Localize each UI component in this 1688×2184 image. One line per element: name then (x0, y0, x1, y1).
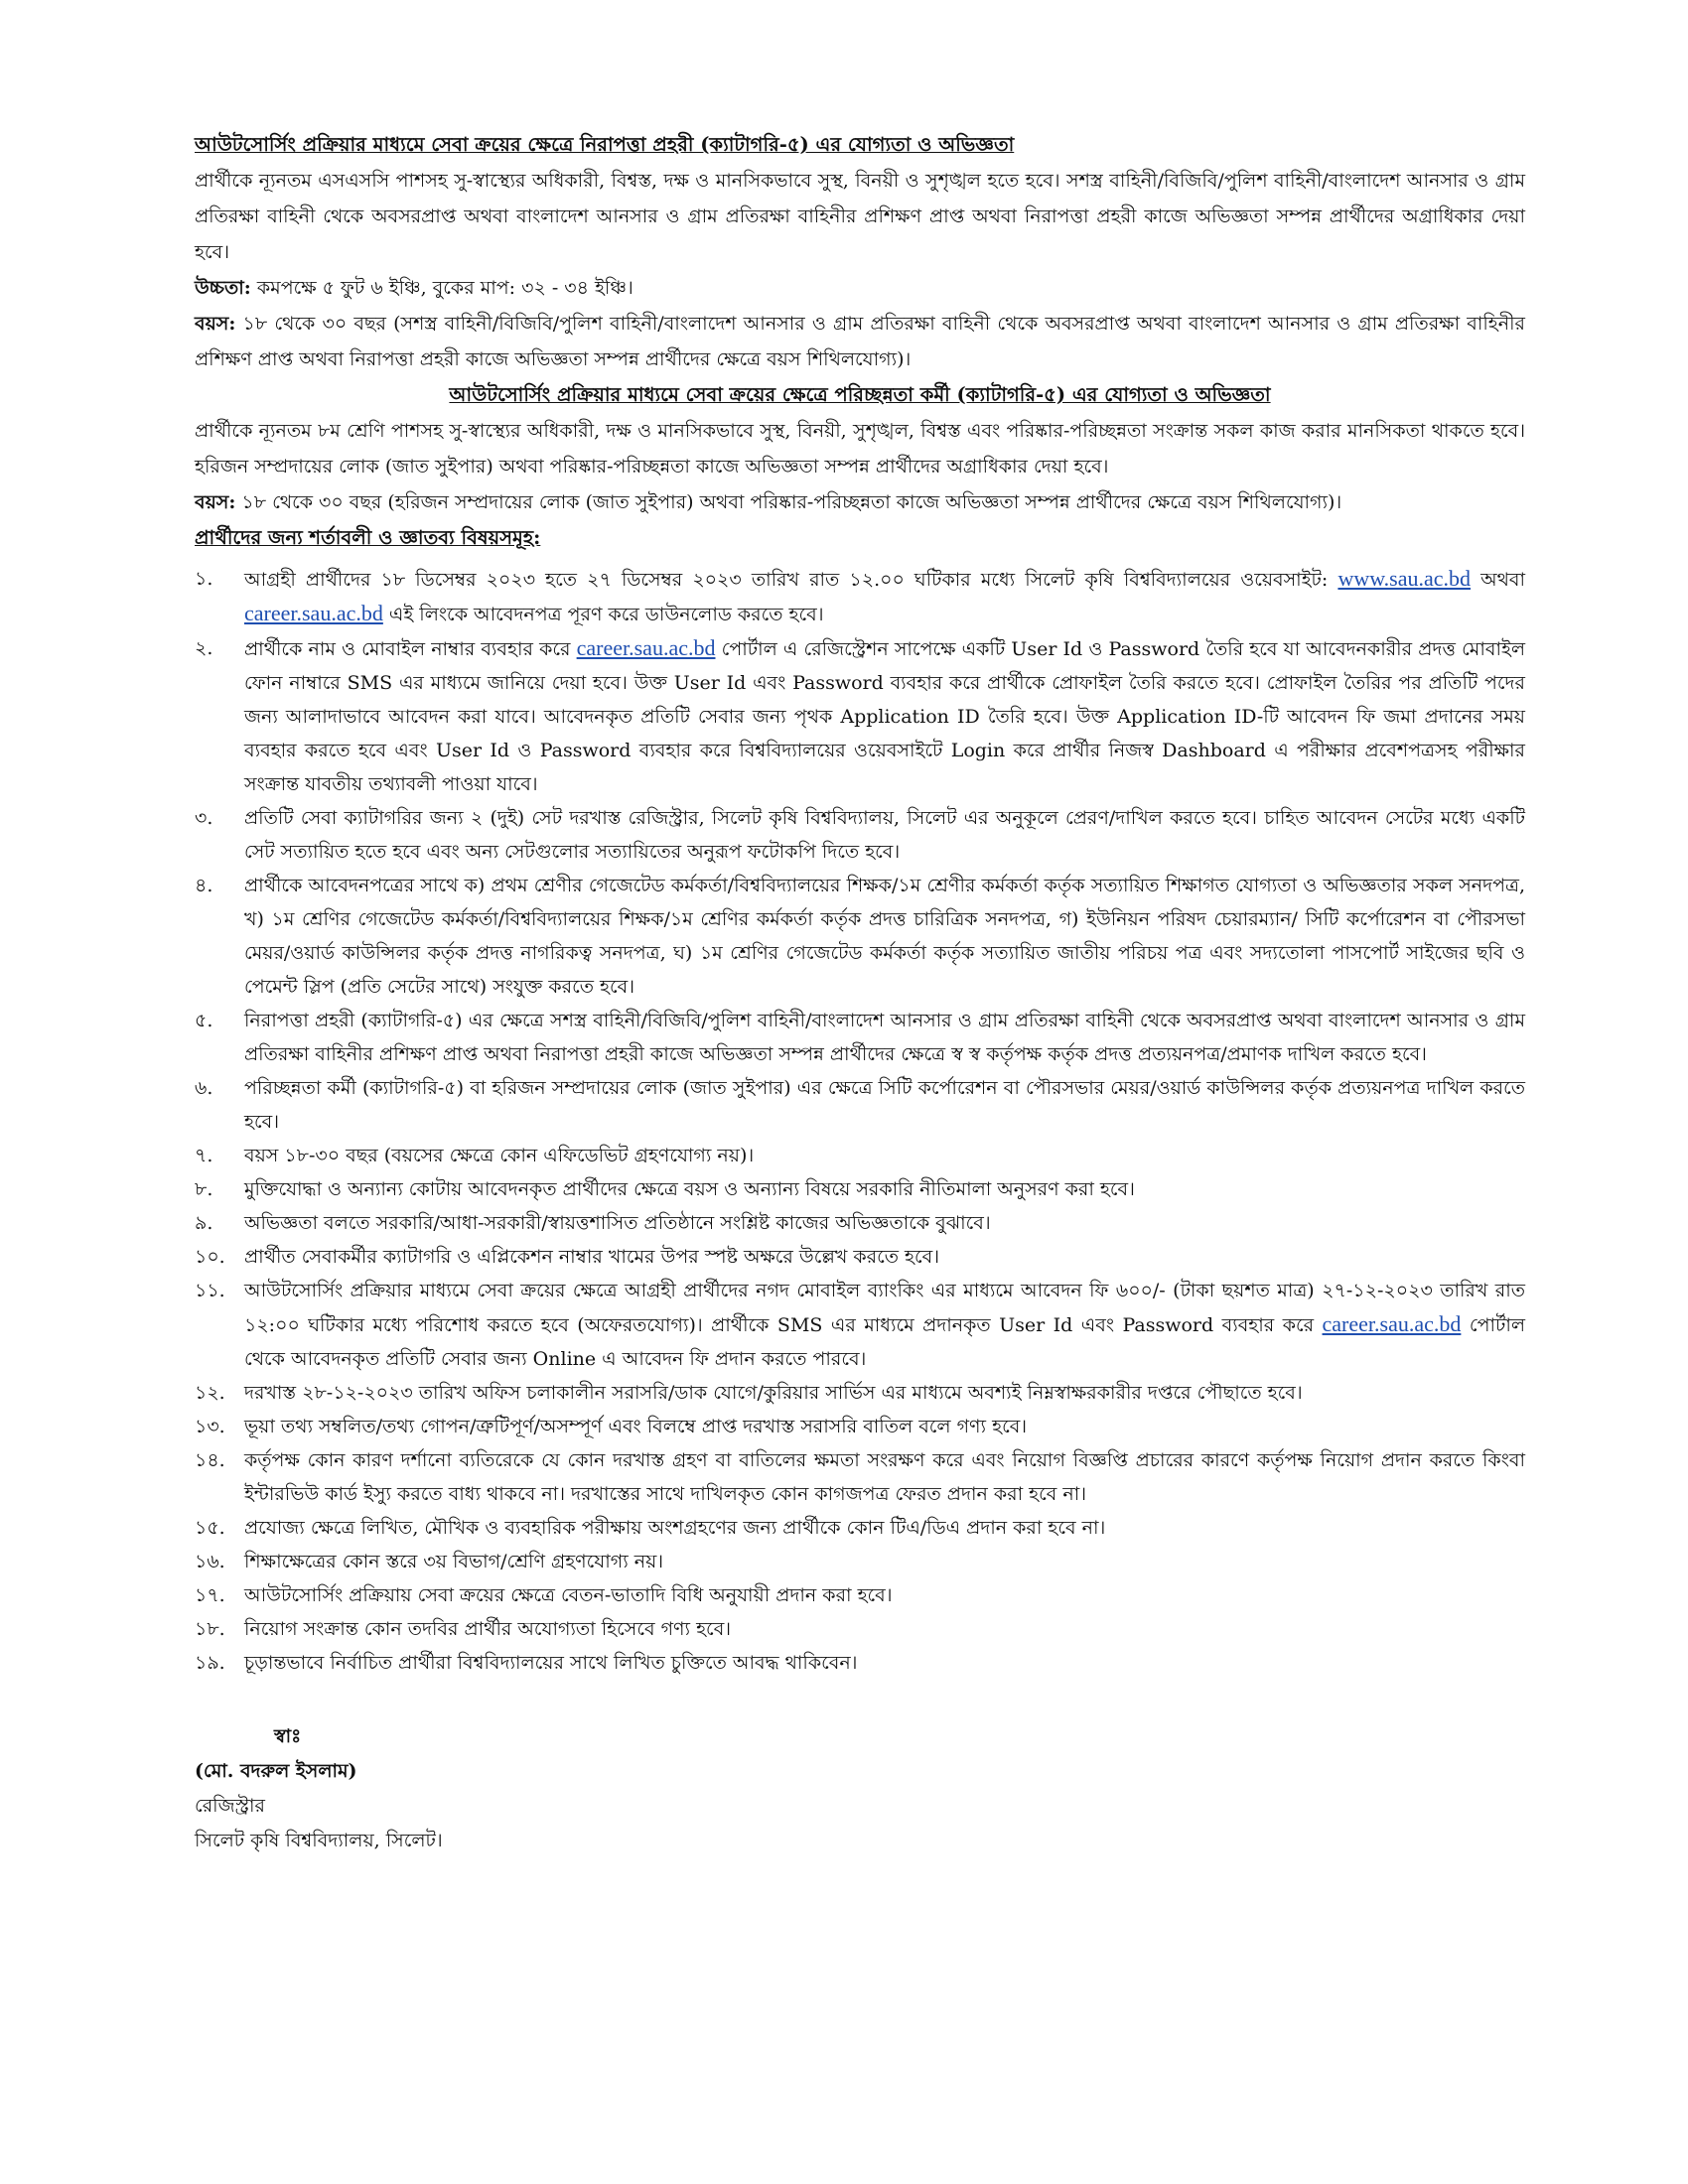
list-item (195, 1511, 1525, 1545)
security-guard-heading: আউটসোর্সিং প্রক্রিয়ার মাধ্যমে সেবা ক্রয়ের ক্ষেত্রে নিরাপত্তা প্রহরী (ক্যাটাগরি-৫) এর যোগ্যতা ও অভিজ্ঞতা (195, 133, 1015, 156)
item-text: পরিচ্ছন্নতা কর্মী (ক্যাটাগরি-৫) বা হরিজন সম্প্রদায়ের লোক (জাত সুইপার) এর ক্ষেত্রে সিটি কর্পোরেশন বা পৌরসভার মেয়র/ওয়ার্ড কাউন্সিলর কর্তৃক প্রত্যয়নপত্র দাখিল করতে হবে। (244, 1077, 1525, 1133)
item-number: ১৮. (195, 1618, 225, 1640)
signatory-designation: রেজিস্ট্রার (195, 1795, 265, 1817)
item-number: ১৯. (195, 1652, 225, 1674)
website-link[interactable]: www.sau.ac.bd (1337, 566, 1472, 591)
item-text: আউটসোর্সিং প্রক্রিয়ার মাধ্যমে সেবা ক্রয়ের ক্ষেত্রে আগ্রহী প্রার্থীদের নগদ মোবাইল ব্যাংকিং এর মাধ্যমে আবেদন ফি ৬০০/- (টাকা ছয়শত মাত্র) ২৭-১২-২০২৩ তারিখ রাত ১২:০০ ঘটিকার মধ্যে পরিশোধ করতে হবে (অফেরতযোগ্য)। প্রার্থীকে SMS এর মাধ্যমে প্রদানকৃত User Id এবং Password ব্যবহার করে (244, 1280, 1525, 1336)
age-label: বয়স: (195, 313, 236, 335)
item-text: শিক্ষাক্ষেত্রের কোন স্তরে ৩য় বিভাগ/শ্রেণি গ্রহণযোগ্য নয়। (244, 1551, 664, 1572)
career-portal-link[interactable]: career.sau.ac.bd (576, 635, 716, 660)
list-item (195, 1443, 1525, 1511)
item-text: নিয়োগ সংক্রান্ত কোন তদবির প্রার্থীর অযোগ্যতা হিসেবে গণ্য হবে। (244, 1618, 732, 1640)
item-number: ৪. (195, 875, 213, 896)
item-number: ২. (195, 637, 213, 659)
item-text: প্রযোজ্য ক্ষেত্রে লিখিত, মৌখিক ও ব্যবহারিক পরীক্ষায় অংশগ্রহণের জন্য প্রার্থীকে কোন টিএ/ডিএ প্রদান করা হবে না। (244, 1517, 1106, 1539)
list-item (195, 1139, 1525, 1172)
item-text: ভূয়া তথ্য সম্বলিত/তথ্য গোপন/ত্রুটিপূর্ণ/অসম্পূর্ণ এবং বিলম্বে প্রাপ্ত দরখাস্ত সরাসরি বাতিল বলে গণ্য হবে। (244, 1416, 1028, 1437)
age-label: বয়স: (195, 491, 236, 513)
item-number: ১১. (195, 1280, 225, 1301)
item-text: দরখাস্ত ২৮-১২-২০২৩ তারিখ অফিস চলাকালীন সরাসরি/ডাক যোগে/কুরিয়ার সার্ভিস এর মাধ্যমে অবশ্যই নিম্নস্বাক্ষরকারীর দপ্তরে পৌছাতে হবে। (244, 1382, 1303, 1404)
age-text: ১৮ থেকে ৩০ বছর (সশস্ত্র বাহিনী/বিজিবি/পুলিশ বাহিনী/বাংলাদেশ আনসার ও গ্রাম প্রতিরক্ষা বাহিনী থেকে অবসরপ্রাপ্ত অথবা বাংলাদেশ আনসার ও গ্রাম প্রতিরক্ষা বাহিনীর প্রশিক্ষণ প্রাপ্ত অথবা নিরাপত্তা প্রহরী কাজে অভিজ্ঞতা সম্পন্ন প্রার্থীদের ক্ষেত্রে বয়স শিথিলযোগ্য)। (195, 313, 1525, 370)
signature-mark: স্বাঃ (274, 1725, 302, 1747)
item-text: প্রার্থীত সেবাকর্মীর ক্যাটাগরি ও এপ্লিকেশন নাম্বার খামের উপর স্পষ্ট অক্ষরে উল্লেখ করতে হবে। (244, 1246, 940, 1268)
list-item (195, 801, 1525, 869)
career-portal-link[interactable]: career.sau.ac.bd (244, 601, 383, 625)
item-number: ১. (195, 568, 213, 590)
item-number: ১০. (195, 1246, 225, 1268)
list-item (195, 562, 1525, 631)
item-text: আগ্রহী প্রার্থীদের ১৮ ডিসেম্বর ২০২৩ হতে ২৭ ডিসেম্বর ২০২৩ তারিখ রাত ১২.০০ ঘটিকার মধ্যে সিলেট কৃষি বিশ্ববিদ্যালয়ের ওয়েবসাইট: (244, 569, 1329, 591)
security-guard-height (195, 270, 1525, 306)
list-item (195, 1612, 1525, 1646)
list-item (195, 1240, 1525, 1274)
item-number: ৯. (195, 1212, 213, 1234)
list-item (195, 1172, 1525, 1206)
item-text: অভিজ্ঞতা বলতে সরকারি/আধা-সরকারী/স্বায়ত্তশাসিত প্রতিষ্ঠানে সংশ্লিষ্ট কাজের অভিজ্ঞতাকে বুঝাবে। (244, 1212, 991, 1234)
item-text: এই লিংকে আবেদনপত্র পূরণ করে ডাউনলোড করতে হবে। (388, 604, 824, 625)
item-text: চূড়ান্তভাবে নির্বাচিত প্রার্থীরা বিশ্ববিদ্যালয়ের সাথে লিখিত চুক্তিতে আবদ্ধ থাকিবেন। (244, 1652, 858, 1674)
item-text: মুক্তিযোদ্ধা ও অন্যান্য কোটায় আবেদনকৃত প্রার্থীদের ক্ষেত্রে বয়স ও অন্যান্য বিষয়ে সরকারি নীতিমালা অনুসরণ করা হবে। (244, 1178, 1135, 1200)
list-item (195, 1071, 1525, 1139)
cleaner-qualification: প্রার্থীকে ন্যূনতম ৮ম শ্রেণি পাশসহ সু-স্বাস্থ্যের অধিকারী, দক্ষ ও মানসিকভাবে সুস্থ, বিনয়ী, সুশৃঙ্খল, বিশ্বস্ত এবং পরিষ্কার-পরিচ্ছন্নতা সংক্রান্ত সকল কাজ করার মানসিকতা থাকতে হবে। হরিজন সম্প্রদায়ের লোক (জাত সুইপার) অথবা পরিষ্কার-পরিচ্ছন্নতা কাজে অভিজ্ঞতা সম্পন্ন প্রার্থীদের অগ্রাধিকার দেয়া হবে। (195, 420, 1525, 478)
item-number: ৭. (195, 1145, 213, 1166)
item-number: ৩. (195, 807, 213, 829)
signature-block (195, 1719, 1525, 1858)
conditions-list (195, 562, 1525, 1680)
height-text: কমপক্ষে ৫ ফুট ৬ ইঞ্চি, বুকের মাপ: ৩২ - ৩৪ ইঞ্চি। (250, 277, 633, 299)
signatory-name: (মো. বদরুল ইসলাম) (195, 1760, 357, 1782)
item-number: ৫. (195, 1010, 213, 1031)
list-item (195, 1206, 1525, 1240)
list-item (195, 1410, 1525, 1443)
item-text: পোর্টাল থেকে আবেদনকৃত প্রতিটি সেবার জন্য Online এ আবেদন ফি প্রদান করতে পারবে। (244, 1314, 1525, 1370)
item-number: ১৭. (195, 1584, 225, 1606)
item-text: প্রতিটি সেবা ক্যাটাগরির জন্য ২ (দুই) সেট দরখাস্ত রেজিস্ট্রার, সিলেট কৃষি বিশ্ববিদ্যালয়, সিলেট এর অনুকূলে প্রেরণ/দাখিল করতে হবে। চাহিত আবেদন সেটের মধ্যে একটি সেট সত্যায়িত হতে হবে এবং অন্য সেটগুলোর সত্যায়িতের অনুরূপ ফটোকপি দিতে হবে। (244, 807, 1525, 863)
item-text: নিরাপত্তা প্রহরী (ক্যাটাগরি-৫) এর ক্ষেত্রে সশস্ত্র বাহিনী/বিজিবি/পুলিশ বাহিনী/বাংলাদেশ আনসার ও গ্রাম প্রতিরক্ষা বাহিনী থেকে অবসরপ্রাপ্ত অথবা বাংলাদেশ আনসার ও গ্রাম প্রতিরক্ষা বাহিনীর প্রশিক্ষণ প্রাপ্ত অথবা নিরাপত্তা প্রহরী কাজে অভিজ্ঞতা সম্পন্ন প্রার্থীদের ক্ষেত্রে স্ব স্ব কর্তৃপক্ষ কর্তৃক প্রদত্ত প্রত্যয়নপত্র/প্রমাণক দাখিল করতে হবে। (244, 1010, 1525, 1065)
item-number: ১২. (195, 1382, 225, 1404)
list-item (195, 1545, 1525, 1578)
item-number: ১৫. (195, 1517, 225, 1539)
item-number: ১৩. (195, 1416, 225, 1437)
item-number: ৮. (195, 1178, 213, 1200)
item-text: পোর্টাল এ রেজিস্ট্রেশন সাপেক্ষে একটি User Id ও Password তৈরি হবে যা আবেদনকারীর প্রদত্ত মোবাইল ফোন নাম্বারে SMS এর মাধ্যমে জানিয়ে দেয়া হবে। উক্ত User Id এবং Password ব্যবহার করে প্রার্থীকে প্রোফাইল তৈরি করতে হবে। প্রোফাইল তৈরির পর প্রতিটি পদের জন্য আলাদাভাবে আবেদন করা যাবে। আবেদনকৃত প্রতিটি সেবার জন্য পৃথক Application ID তৈরি হবে। উক্ত Application ID-টি আবেদন ফি জমা প্রদানের সময় ব্যবহার করতে হবে এবং User Id ও Password ব্যবহার করে বিশ্ববিদ্যালয়ের ওয়েবসাইটে Login করে প্রার্থীর নিজস্ব Dashboard এ পরীক্ষার প্রবেশপত্রসহ পরীক্ষার সংক্রান্ত যাবতীয় তথ্যাবলী পাওয়া যাবে। (244, 638, 1525, 795)
list-item (195, 1376, 1525, 1410)
list-item (195, 1646, 1525, 1680)
list-item (195, 1004, 1525, 1071)
list-item (195, 1274, 1525, 1376)
item-number: ১৬. (195, 1551, 225, 1572)
signatory-office: সিলেট কৃষি বিশ্ববিদ্যালয়, সিলেট। (195, 1830, 443, 1851)
item-text: কর্তৃপক্ষ কোন কারণ দর্শানো ব্যতিরেকে যে কোন দরখাস্ত গ্রহণ বা বাতিলের ক্ষমতা সংরক্ষণ করে এবং নিয়োগ বিজ্ঞপ্তি প্রচারের কারণে কর্তৃপক্ষ নিয়োগ প্রদান করতে কিংবা ইন্টারভিউ কার্ড ইস্যু করতে বাধ্য থাকবে না। দরখাস্তের সাথে দাখিলকৃত কোন কাগজপত্র ফেরত প্রদান করা হবে না। (244, 1449, 1525, 1505)
item-text: বয়স ১৮-৩০ বছর (বয়সের ক্ষেত্রে কোন এফিডেভিট গ্রহণযোগ্য নয়)। (244, 1145, 755, 1166)
age-text: ১৮ থেকে ৩০ বছর (হরিজন সম্প্রদায়ের লোক (জাত সুইপার) অথবা পরিষ্কার-পরিচ্ছন্নতা কাজে অভিজ্ঞতা সম্পন্ন প্রার্থীদের ক্ষেত্রে বয়স শিথিলযোগ্য)। (235, 491, 1342, 513)
security-guard-age (195, 306, 1525, 377)
list-item (195, 869, 1525, 1004)
item-number: ৬. (195, 1077, 213, 1099)
item-text: আউটসোর্সিং প্রক্রিয়ায় সেবা ক্রয়ের ক্ষেত্রে বেতন-ভাতাদি বিধি অনুযায়ী প্রদান করা হবে। (244, 1584, 893, 1606)
conditions-heading: প্রার্থীদের জন্য শর্তাবলী ও জ্ঞাতব্য বিষয়সমূহ: (195, 526, 541, 549)
list-item (195, 631, 1525, 801)
career-portal-link[interactable]: career.sau.ac.bd (1322, 1311, 1462, 1336)
height-label: উচ্চতা: (195, 277, 251, 299)
circular-page (195, 127, 1525, 1858)
security-guard-qualification: প্রার্থীকে ন্যূনতম এসএসসি পাশসহ সু-স্বাস্থ্যের অধিকারী, বিশ্বস্ত, দক্ষ ও মানসিকভাবে সুস্থ, বিনয়ী ও সুশৃঙ্খল হতে হবে। সশস্ত্র বাহিনী/বিজিবি/পুলিশ বাহিনী/বাংলাদেশ আনসার ও গ্রাম প্রতিরক্ষা বাহিনী থেকে অবসরপ্রাপ্ত অথবা বাংলাদেশ আনসার ও গ্রাম প্রতিরক্ষা বাহিনীর প্রশিক্ষণ প্রাপ্ত অথবা নিরাপত্তা প্রহরী কাজে অভিজ্ঞতা সম্পন্ন প্রার্থীদের অগ্রাধিকার দেয়া হবে। (195, 170, 1525, 263)
list-item (195, 1578, 1525, 1612)
cleaner-age (195, 484, 1525, 520)
item-text: প্রার্থীকে আবেদনপত্রের সাথে ক) প্রথম শ্রেণীর গেজেটেড কর্মকর্তা/বিশ্ববিদ্যালয়ের শিক্ষক/১ম শ্রেণীর কর্মকর্তা কর্তৃক সত্যায়িত শিক্ষাগত যোগ্যতা ও অভিজ্ঞতার সকল সনদপত্র, খ) ১ম শ্রেণির গেজেটেড কর্মকর্তা/বিশ্ববিদ্যালয়ের শিক্ষক/১ম শ্রেণির কর্মকর্তা কর্তৃক প্রদত্ত চারিত্রিক সনদপত্র, গ) ইউনিয়ন পরিষদ চেয়ারম্যান/ সিটি কর্পোরেশন বা পৌরসভা মেয়র/ওয়ার্ড কাউন্সিলর কর্তৃক প্রদত্ত নাগরিকত্ব সনদপত্র, ঘ) ১ম শ্রেণির গেজেটেড কর্মকর্তা কর্তৃক সত্যায়িত জাতীয় পরিচয় পত্র এবং সদ্যতোলা পাসপোর্ট সাইজের ছবি ও পেমেন্ট স্লিপ (প্রতি সেটের সাথে) সংযুক্ত করতে হবে। (244, 875, 1525, 998)
item-number: ১৪. (195, 1449, 225, 1471)
cleaner-heading: আউটসোর্সিং প্রক্রিয়ার মাধ্যমে সেবা ক্রয়ের ক্ষেত্রে পরিচ্ছন্নতা কর্মী (ক্যাটাগরি-৫) এর যোগ্যতা ও অভিজ্ঞতা (449, 383, 1271, 406)
item-text: প্রার্থীকে নাম ও মোবাইল নাম্বার ব্যবহার করে (244, 638, 577, 660)
item-text: অথবা (1480, 569, 1525, 591)
